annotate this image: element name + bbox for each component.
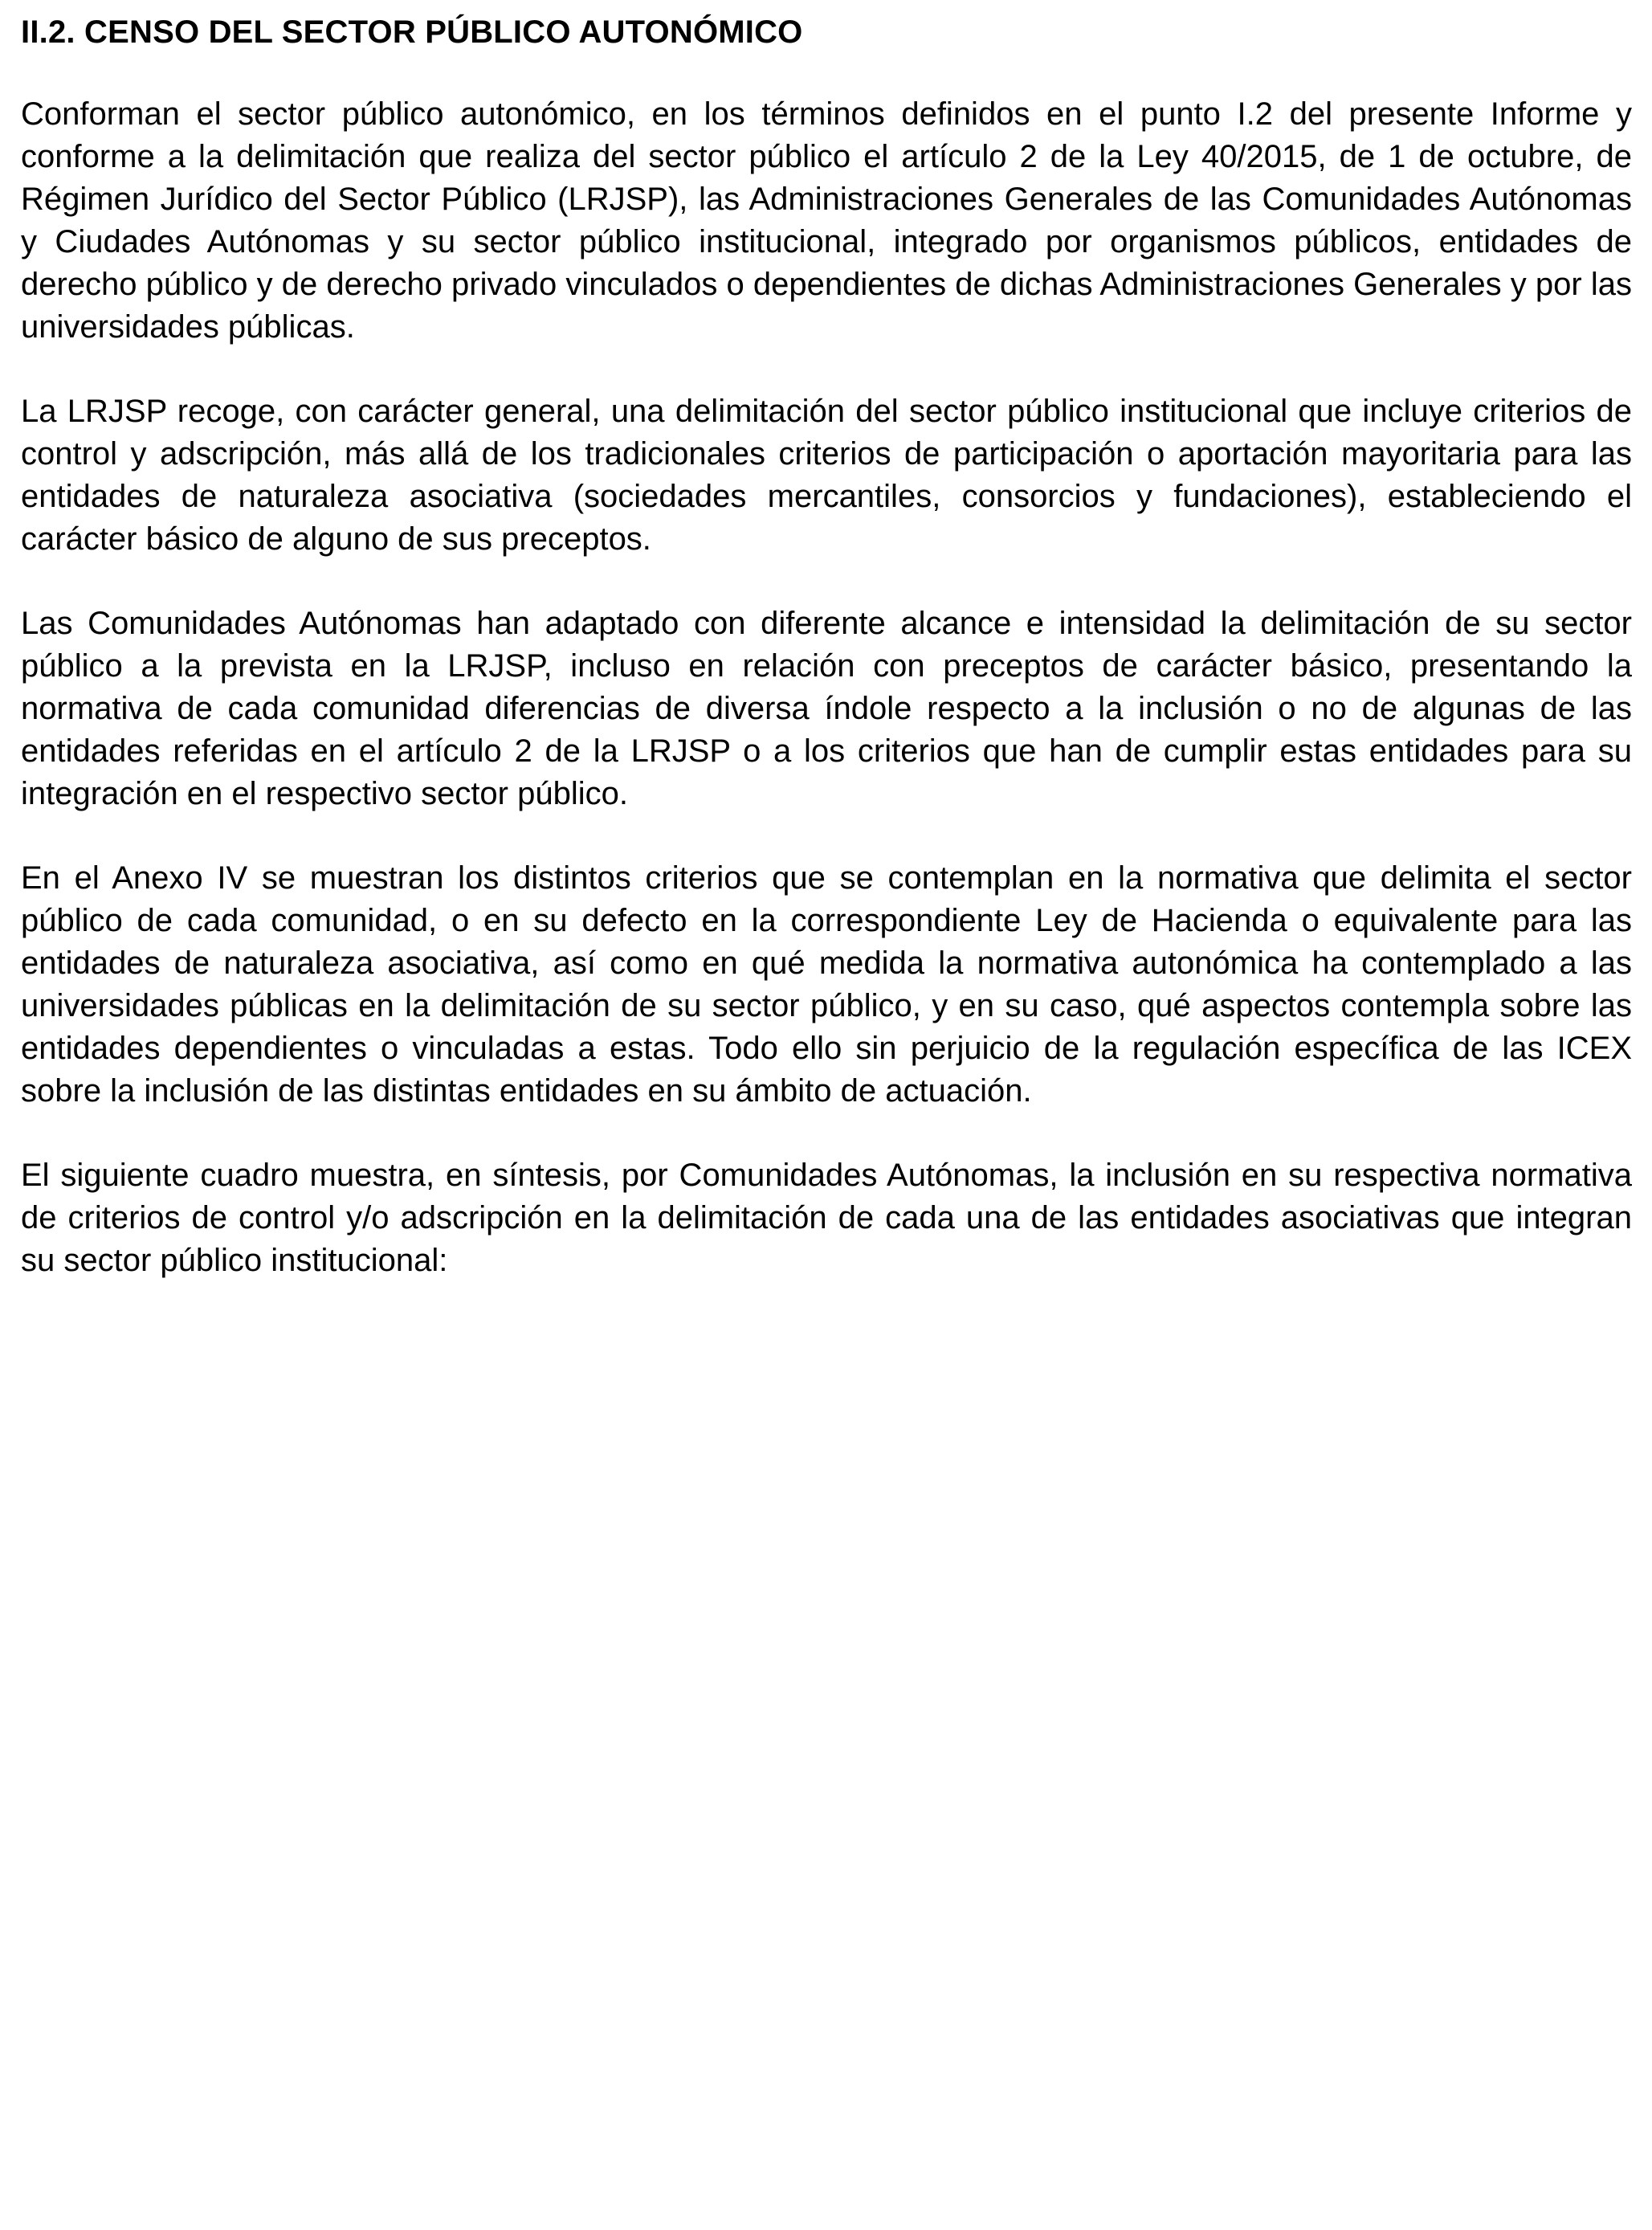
paragraph-ccaa-adaptation: Las Comunidades Autónomas han adaptado con diferente alcance e intensidad la delimitación de su sector público a la prevista en la LRJSP, incluso en relación con preceptos de carácter básico, presentando la normativa de cada comunidad diferencias de diversa índole respecto a la inclusión o no de algunas de las entidades referidas en el artículo 2 de la LRJSP o a los criterios que han de cumplir estas entidades para su integración en el respectivo sector público.: [21, 606, 1632, 811]
paragraph-anexo-iv: En el Anexo IV se muestran los distintos criterios que se contemplan en la normativa que delimita el sector público de cada comunidad, o en su defecto en la correspondiente Ley de Hacienda o equivalente para las entidades de naturaleza asociativa, así como en qué medida la normativa autonómica ha contemplado a las universidades públicas en la delimitación de su sector público, y en su caso, qué aspectos contempla sobre las entidades dependientes o vinculadas a estas. Todo ello sin perjuicio de la regulación específica de las ICEX sobre la inclusión de las distintas entidades en su ámbito de actuación.: [21, 860, 1632, 1109]
paragraph-sector-definition: Conforman el sector público autonómico, en los términos definidos en el punto I.2 del presente Informe y conforme a la delimitación que realiza del sector público el artículo 2 de la Ley 40/2015, de 1 de octubre, de Régimen Jurídico del Sector Público (LRJSP), las Administraciones Generales de las Comunidades Autónomas y Ciudades Autónomas y su sector público institucional, integrado por organismos públicos, entidades de derecho público y de derecho privado vinculados o dependientes de dichas Administraciones Generales y por las universidades públicas.: [21, 96, 1632, 345]
document-page: [21, 11, 1632, 1282]
section-heading: II.2. CENSO DEL SECTOR PÚBLICO AUTONÓMICO: [21, 14, 803, 50]
paragraph-table-intro: El siguiente cuadro muestra, en síntesis, por Comunidades Autónomas, la inclusión en su respectiva normativa de criterios de control y/o adscripción en la delimitación de cada una de las entidades asociativas que integran su sector público institucional:: [21, 1158, 1632, 1278]
paragraph-lrjsp-criteria: La LRJSP recoge, con carácter general, una delimitación del sector público institucional que incluye criterios de control y adscripción, más allá de los tradicionales criterios de participación o aportación mayoritaria para las entidades de naturaleza asociativa (sociedades mercantiles, consorcios y fundaciones), estableciendo el carácter básico de alguno de sus preceptos.: [21, 394, 1632, 557]
